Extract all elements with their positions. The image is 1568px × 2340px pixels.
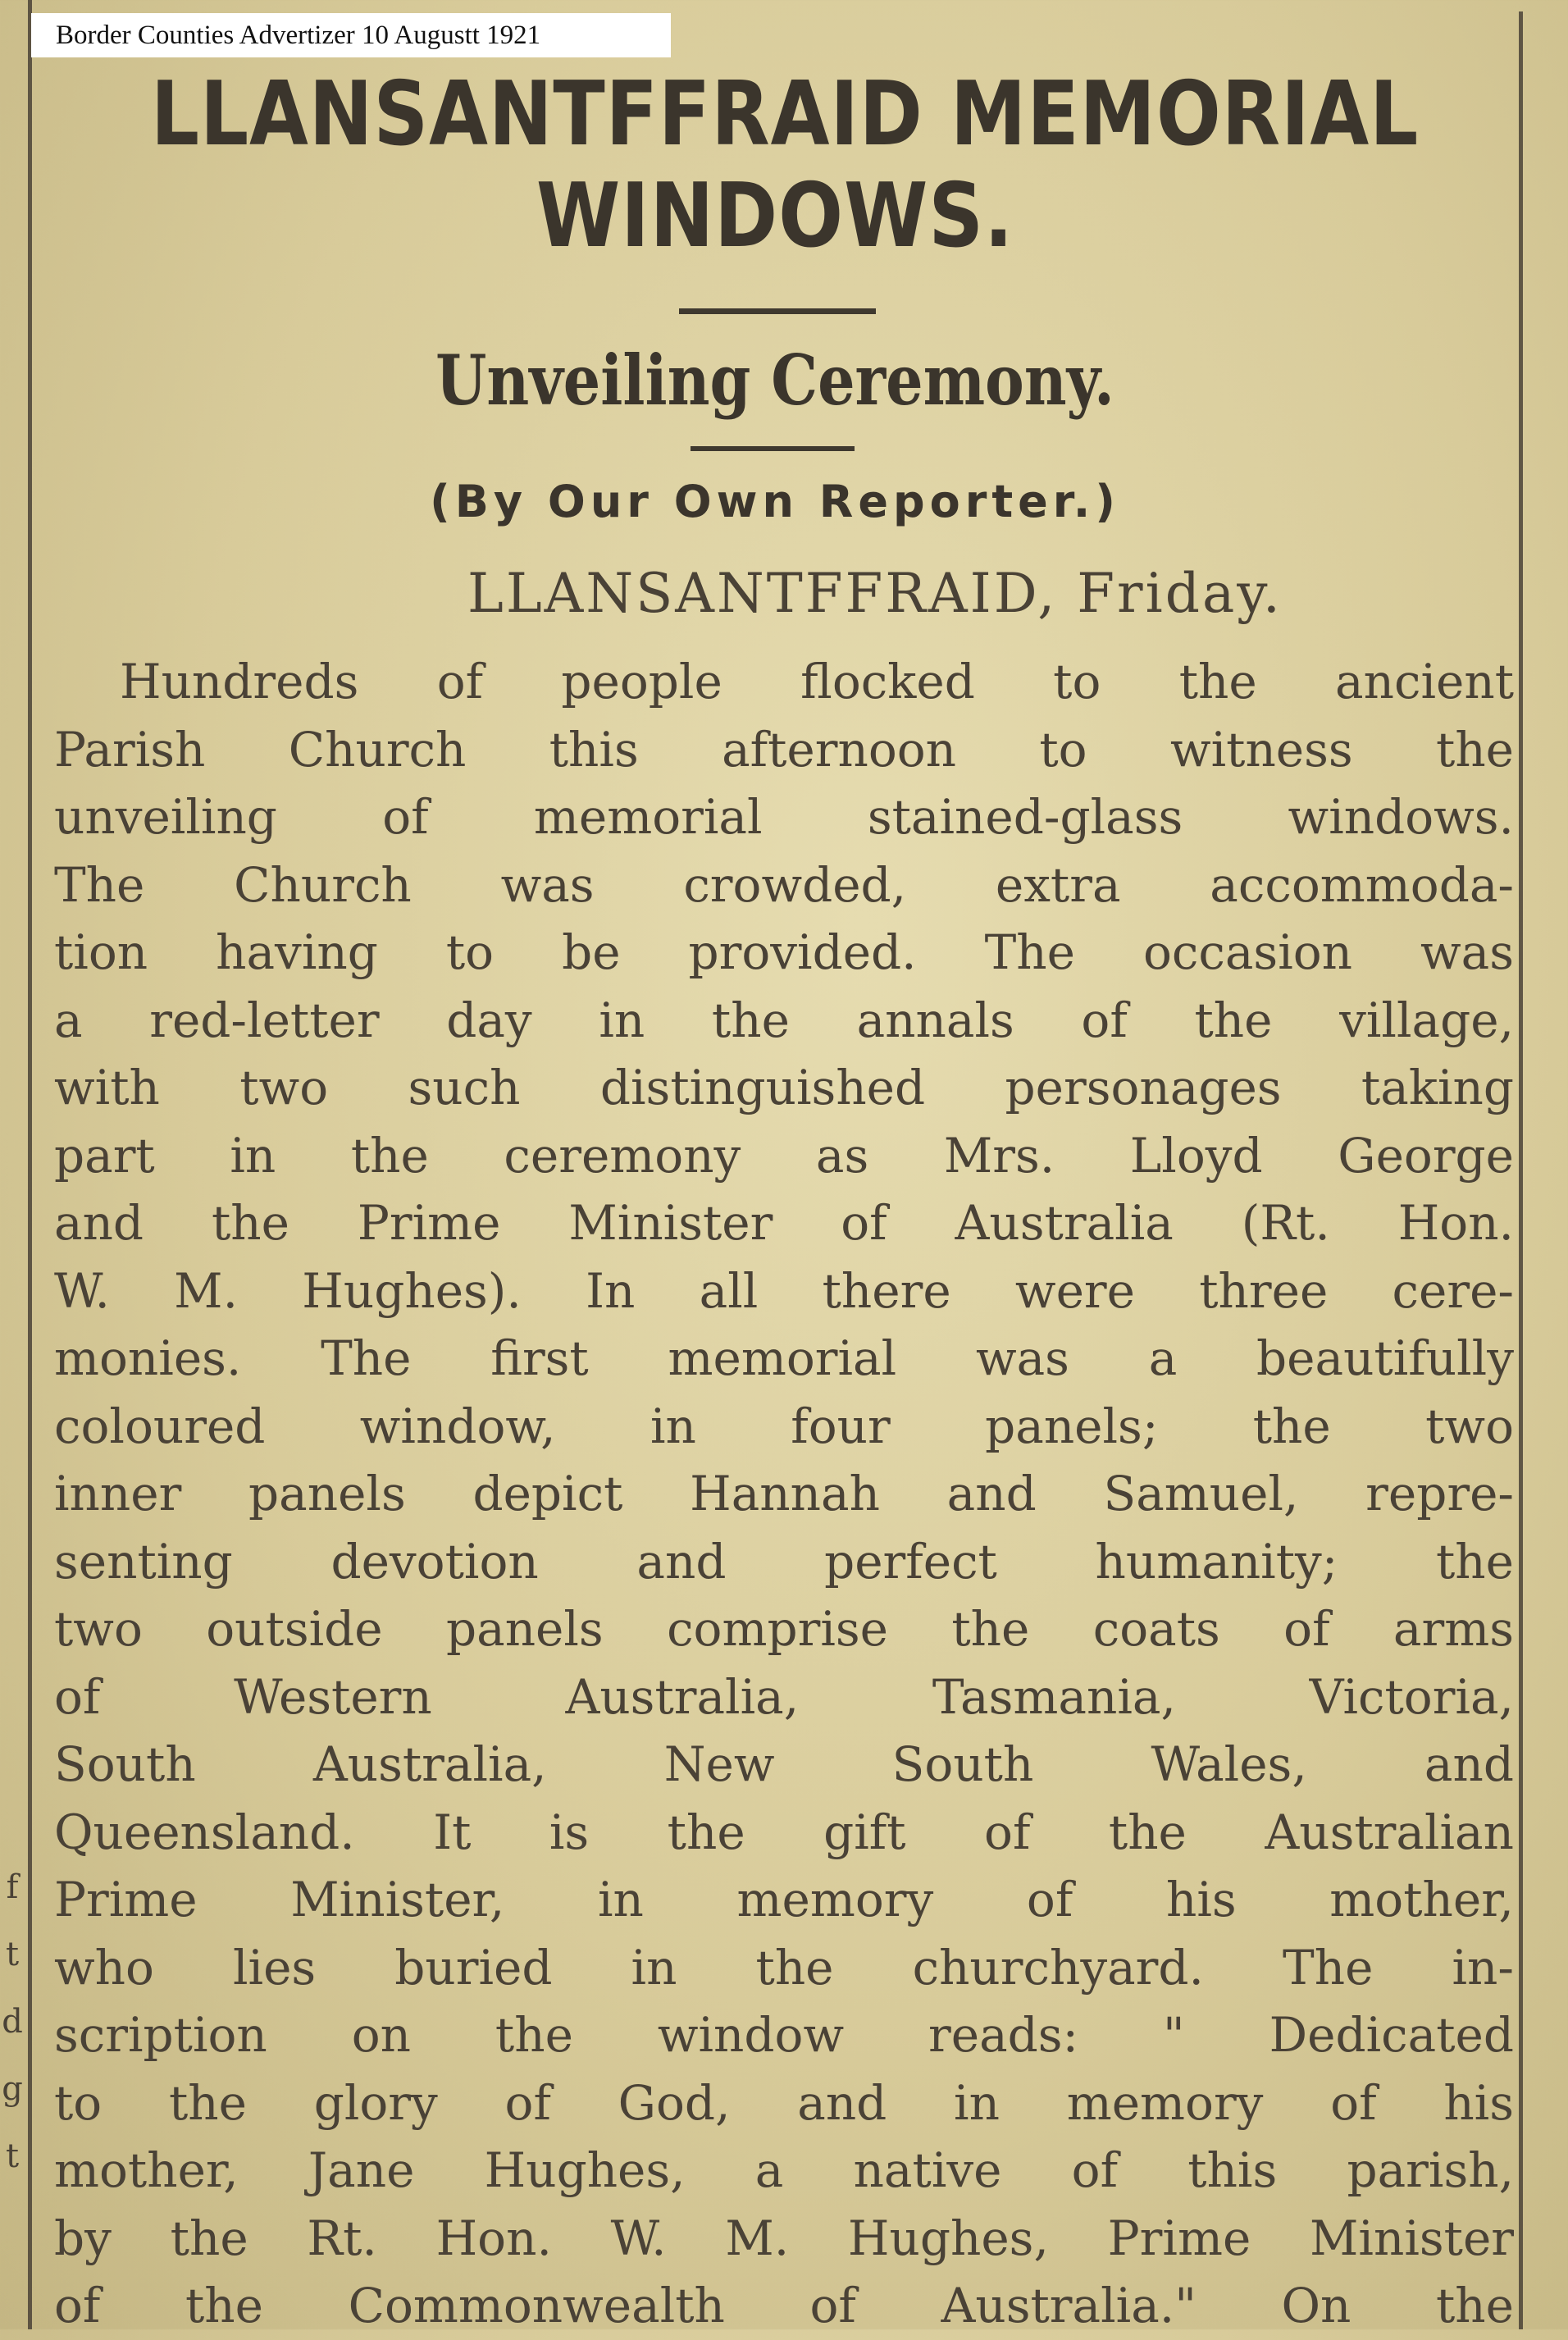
- body-line: unveiling of memorial stained-glass windows.: [54, 789, 1514, 845]
- body-line: with two such distinguished personages taking: [54, 1060, 1514, 1115]
- body-line: South Australia, New South Wales, and: [54, 1736, 1514, 1792]
- source-label: Border Counties Advertizer 10 Augustt 1921: [31, 13, 671, 57]
- body-line: scription on the window reads: " Dedicated: [54, 2007, 1514, 2063]
- body-line: by the Rt. Hon. W. M. Hughes, Prime Minister: [54, 2210, 1514, 2266]
- body-line: tion having to be provided. The occasion was: [54, 924, 1514, 980]
- body-line: who lies buried in the churchyard. The in-: [54, 1939, 1514, 1996]
- body-line: The Church was crowded, extra accommoda-: [54, 856, 1514, 913]
- subhead-divider: [691, 446, 855, 451]
- body-line: senting devotion and perfect humanity; the: [54, 1533, 1514, 1590]
- body-line: and the Prime Minister of Australia (Rt. Hon.: [54, 1195, 1514, 1251]
- edge-letter: t: [5, 1936, 20, 1973]
- subheadline: Unveiling Ceremony.: [435, 340, 1114, 421]
- article-body: [54, 648, 1514, 2340]
- column-rule-right: [1519, 11, 1523, 2329]
- body-line: mother, Jane Hughes, a native of this parish,: [54, 2142, 1514, 2198]
- body-line: coloured window, in four panels; the two: [54, 1398, 1514, 1454]
- body-line: Prime Minister, in memory of his mother,: [54, 1872, 1514, 1927]
- headline: [150, 63, 1420, 267]
- headline-divider: [679, 308, 876, 314]
- adjacent-column-fragment: [0, 1854, 25, 2190]
- body-line: Parish Church this afternoon to witness the: [54, 721, 1514, 778]
- headline-line-1: LLANSANTFFRAID MEMORIAL: [150, 63, 1420, 166]
- body-line: two outside panels comprise the coats of arms: [54, 1601, 1514, 1657]
- body-line: Queensland. It is the gift of the Australian: [54, 1804, 1514, 1860]
- headline-line-2: WINDOWS.: [536, 165, 1014, 267]
- body-line: inner panels depict Hannah and Samuel, repre-: [54, 1466, 1514, 1521]
- edge-letter: g: [2, 2070, 23, 2108]
- body-line: part in the ceremony as Mrs. Lloyd George: [54, 1127, 1514, 1184]
- body-line: W. M. Hughes). In all there were three cere-: [54, 1262, 1514, 1319]
- body-line: of the Commonwealth of Australia." On the: [54, 2278, 1514, 2333]
- edge-letter: f: [6, 1868, 19, 1906]
- body-line: of Western Australia, Tasmania, Victoria,: [54, 1668, 1514, 1725]
- column-rule-left: [28, 0, 32, 2329]
- edge-letter: d: [2, 2003, 23, 2041]
- body-line: a red-letter day in the annals of the village,: [54, 992, 1514, 1048]
- body-line: to the glory of God, and in memory of his: [54, 2074, 1514, 2131]
- byline: (By Our Own Reporter.): [430, 476, 1120, 527]
- body-line: monies. The first memorial was a beautifully: [54, 1330, 1514, 1386]
- edge-letter: t: [5, 2137, 20, 2175]
- body-line: Hundreds of people flocked to the ancient: [120, 654, 1514, 709]
- dateline: LLANSANTFFRAID, Friday.: [467, 562, 1283, 625]
